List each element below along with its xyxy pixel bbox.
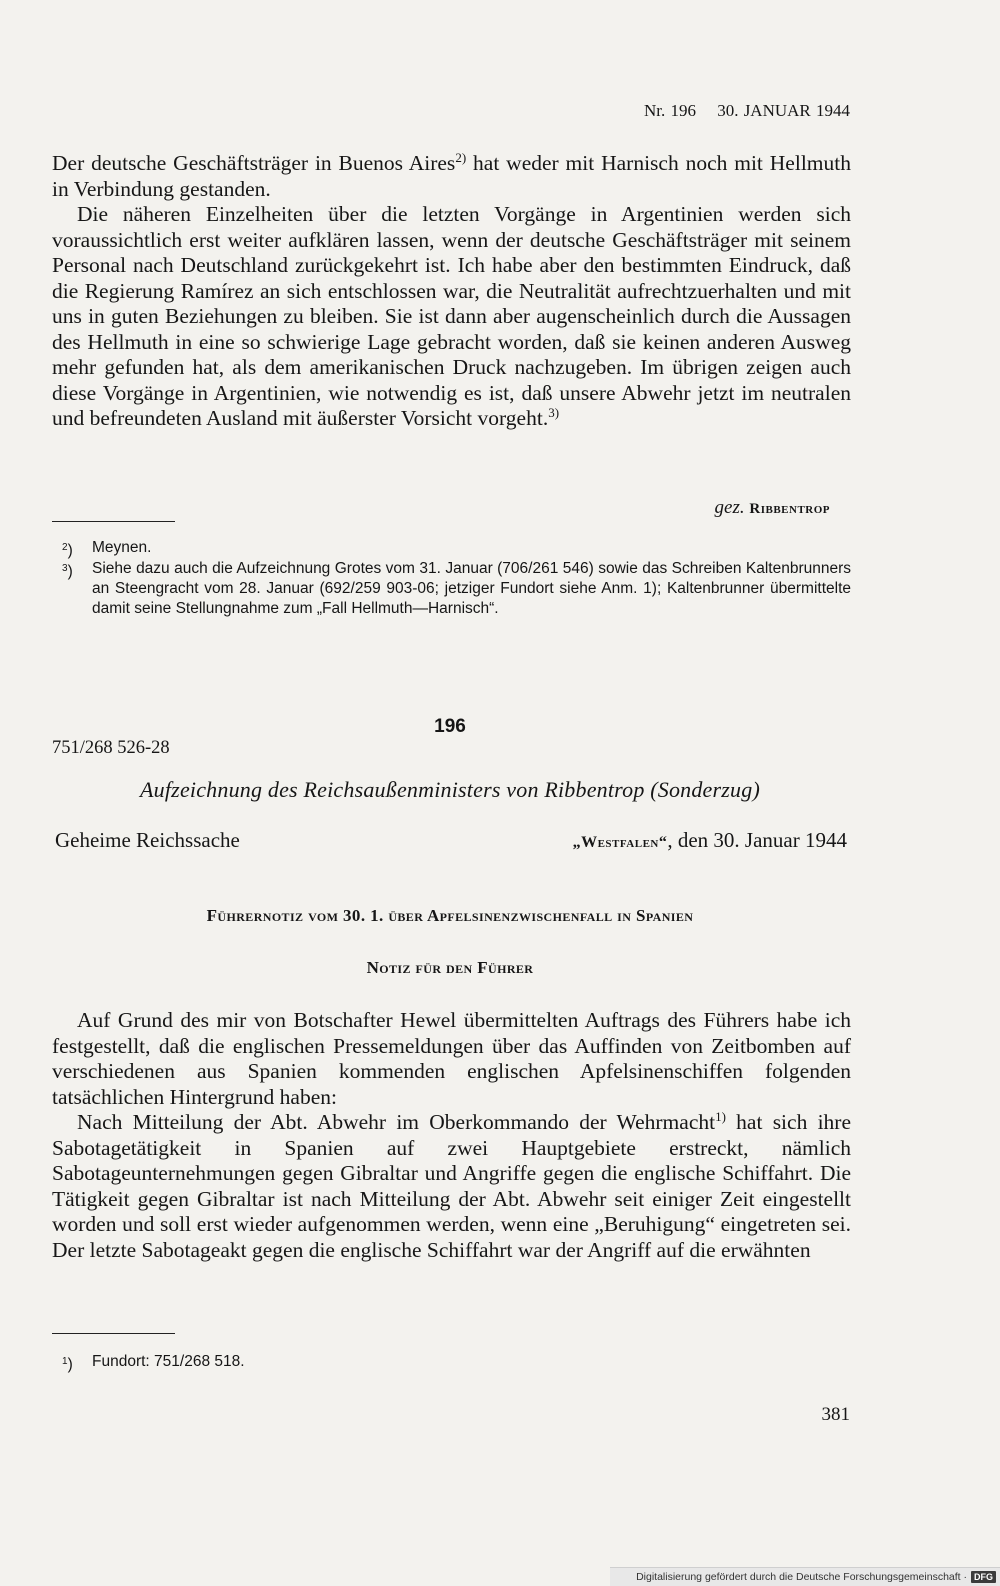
body-paragraph-2-text: Nach Mitteilung der Abt. Abwehr im Oberkommando der Wehrmacht (77, 1110, 716, 1134)
body-text (52, 1008, 851, 1263)
footnote-ref-2[interactable]: 2) (455, 150, 467, 165)
heading-fuehrernotiz: Führernotiz vom 30. 1. über Apfelsinenzwischenfall in Spanien (206, 906, 694, 925)
classification-row (55, 828, 847, 856)
header-doc-number: Nr. 196 (643, 101, 696, 120)
footnote-3-text: Siehe dazu auch die Aufzeichnung Grotes vom 31. Januar (706/261 546) sowie das Schreiben Kaltenbrunners an Steengracht vom 28. Januar (692/259 903-06; jetziger Fundort siehe Anm. 1); Kaltenbrunner übermittelte damit seine Stellungnahme zum „Fall Hellmuth—Harnisch“. (92, 560, 851, 617)
continuation-paragraph-1-text: Der deutsche Geschäftsträger in Buenos Aires (52, 151, 456, 175)
heading-notiz: Notiz für den Führer (366, 958, 534, 977)
footnote-ref-1[interactable]: 1) (715, 1109, 726, 1124)
continuation-text (52, 151, 851, 432)
credit-strip (610, 1567, 1000, 1586)
date: , den 30. Januar 1944 (667, 828, 847, 852)
footnote-2 (52, 538, 851, 558)
footnote-ref-3[interactable]: 3) (548, 405, 560, 420)
document-number: 196 (434, 716, 466, 737)
footnote-1 (52, 1352, 851, 1372)
footnote-3 (52, 559, 851, 619)
dfg-logo[interactable]: DFG (971, 1571, 996, 1583)
footnote-3-mark: $^3$) (62, 563, 73, 580)
place: „Westfalen“ (572, 834, 668, 851)
continuation-paragraph-2 (52, 202, 851, 432)
signature (560, 497, 830, 519)
footnote-1-text: Fundort: 751/268 518. (92, 1353, 245, 1370)
footnote-rule-top (52, 521, 175, 522)
page-number: 381 (821, 1404, 850, 1425)
body-paragraph-2-text-end: hat sich ihre Sabotagetätigkeit in Spanien auf zwei Hauptgebiete erstreckt, nämlich Sabotageunternehmungen gegen Gibraltar und Angriffe gegen die englische Schiffahrt. Die Tätigkeit gegen Gibraltar ist nach Mitteilung der Abt. Abwehr seit einiger Zeit eingestellt worden und soll erst wieder aufgenommen werden, wenn eine „Beruhigung“ eingetreten sei. Der letzte Sabotageakt gegen die englische Schiffahrt war der Angriff auf die erwähnten (52, 1110, 851, 1262)
classification: Geheime Reichssache (55, 828, 240, 852)
footnote-2-mark: $^2$) (62, 542, 73, 559)
place-date (573, 828, 847, 853)
archive-reference: 751/268 526-28 (52, 738, 170, 758)
header-date: 30. JANUAR 1944 (717, 101, 850, 120)
signature-prefix: gez. (714, 497, 745, 518)
document-title: Aufzeichnung des Reichsaußenministers von Ribbentrop (Sonderzug) (140, 777, 760, 802)
footnotes-bottom (52, 1352, 851, 1373)
footnote-1-mark: $^1$) (62, 1356, 73, 1373)
running-header (500, 101, 850, 121)
body-paragraph-1: Auf Grund des mir von Botschafter Hewel übermittelten Auftrags des Führers habe ich festgestellt, daß die englischen Pressemeldungen über das Auffinden von Zeitbomben auf verschiedenen aus Spanien kommenden englischen Apfelsinenschiffen folgenden tatsächlichen Hintergrund haben: (52, 1008, 851, 1109)
credit-text: Digitalisierung gefördert durch die Deutsche Forschungsgemeinschaft · (636, 1571, 967, 1583)
continuation-paragraph-1-text-end: hat weder mit Harnisch noch mit Hellmuth in Verbindung gestanden. (52, 151, 851, 201)
body-paragraph-2 (52, 1110, 851, 1263)
footnotes-top (52, 538, 851, 620)
continuation-paragraph-2-text: Die näheren Einzelheiten über die letzten Vorgänge in Argentinien werden sich voraussichtlich erst weiter aufklären lassen, wenn der deutsche Geschäftsträger mit seinem Personal nach Deutschland zurückgekehrt ist. Ich habe aber den bestimmten Eindruck, daß die Regierung Ramírez an sich entschlossen war, die Neutralität aufrechtzuerhalten und mit uns in guten Beziehungen zu bleiben. Sie ist dann aber augenscheinlich durch die Aussagen des Hellmuth in eine so schwierige Lage gebracht worden, daß sie keinen anderen Ausweg mehr gefunden hat, als dem amerikanischen Druck nachzugeben. Im übrigen zeigen auch diese Vorgänge in Argentinien, wie notwendig es ist, daß unsere Abwehr jetzt im neutralen und befreundeten Ausland mit äußerster Vorsicht vorgeht. (52, 202, 851, 430)
footnote-2-text: Meynen. (92, 539, 152, 556)
signature-name: Ribbentrop (749, 501, 830, 517)
footnote-rule-bottom (52, 1333, 175, 1334)
continuation-paragraph-1 (52, 151, 851, 202)
